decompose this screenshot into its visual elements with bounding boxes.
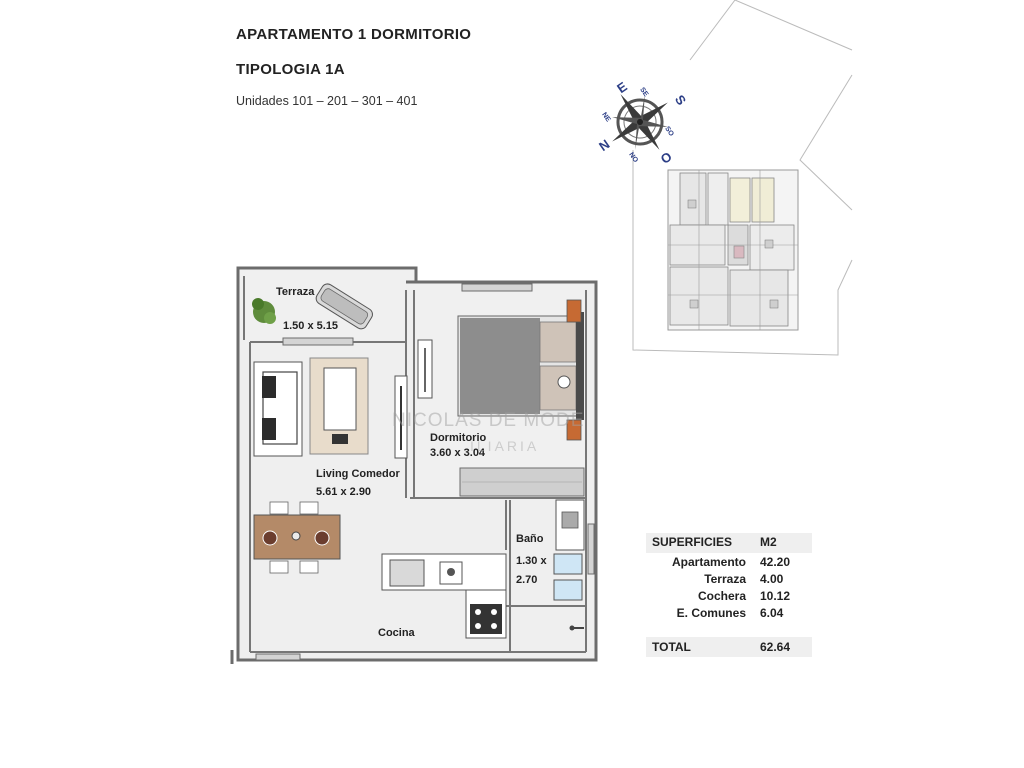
compass-no: NO <box>627 151 639 165</box>
superficies-row-label: Terraza <box>704 572 746 586</box>
superficies-row-label: Apartamento <box>671 555 746 569</box>
compass-s: S <box>671 92 690 108</box>
superficies-row-value: 42.20 <box>760 555 791 569</box>
superficies-row <box>646 555 812 573</box>
room-terraza-name: Terraza <box>276 286 315 298</box>
superficies-header <box>646 533 812 553</box>
room-living-name: Living Comedor <box>316 468 400 480</box>
sofa-icon <box>254 362 302 456</box>
building-mini-plan <box>668 170 798 330</box>
superficies-total <box>646 637 812 657</box>
superficies-row-value: 6.04 <box>760 606 784 620</box>
room-living-dims: 5.61 x 2.90 <box>316 486 372 498</box>
compass-o: O <box>657 148 675 167</box>
superficies-row <box>646 572 812 590</box>
coffee-table-icon <box>324 368 356 430</box>
superficies-row-value: 10.12 <box>760 589 791 603</box>
room-bano-dims-a: 1.30 x <box>516 555 547 567</box>
typology-title: TIPOLOGIA 1A <box>236 61 345 78</box>
superficies-row-value: 4.00 <box>760 572 784 586</box>
compass-so: SO <box>663 125 675 138</box>
compass-n: N <box>596 136 613 155</box>
watermark-subtext: ILIARIA <box>470 438 540 454</box>
superficies-row-label: E. Comunes <box>676 606 746 620</box>
compass-e: E <box>614 78 630 97</box>
room-cocina-name: Cocina <box>378 627 415 639</box>
compass-se: SE <box>638 86 650 99</box>
superficies-total-label: TOTAL <box>652 640 691 654</box>
superficies-row <box>646 606 812 624</box>
superficies-header-label: SUPERFICIES <box>652 535 733 549</box>
room-terraza-dims: 1.50 x 5.15 <box>283 320 339 332</box>
room-dormitorio-name: Dormitorio <box>430 432 487 444</box>
superficies-header-unit: M2 <box>760 535 777 549</box>
superficies-row-label: Cochera <box>697 589 746 603</box>
page-title: APARTAMENTO 1 DORMITORIO <box>236 26 472 43</box>
compass-ne: NE <box>600 111 612 124</box>
superficies-row <box>646 589 812 607</box>
superficies-total-value: 62.64 <box>760 640 791 654</box>
room-dormitorio-dims: 3.60 x 3.04 <box>430 447 486 459</box>
room-bano-name: Baño <box>516 533 544 545</box>
units-list: Unidades 101 – 201 – 301 – 401 <box>236 94 418 108</box>
room-bano-dims-b: 2.70 <box>516 574 538 586</box>
watermark-text: NICOLAS DE MODE <box>392 410 585 431</box>
